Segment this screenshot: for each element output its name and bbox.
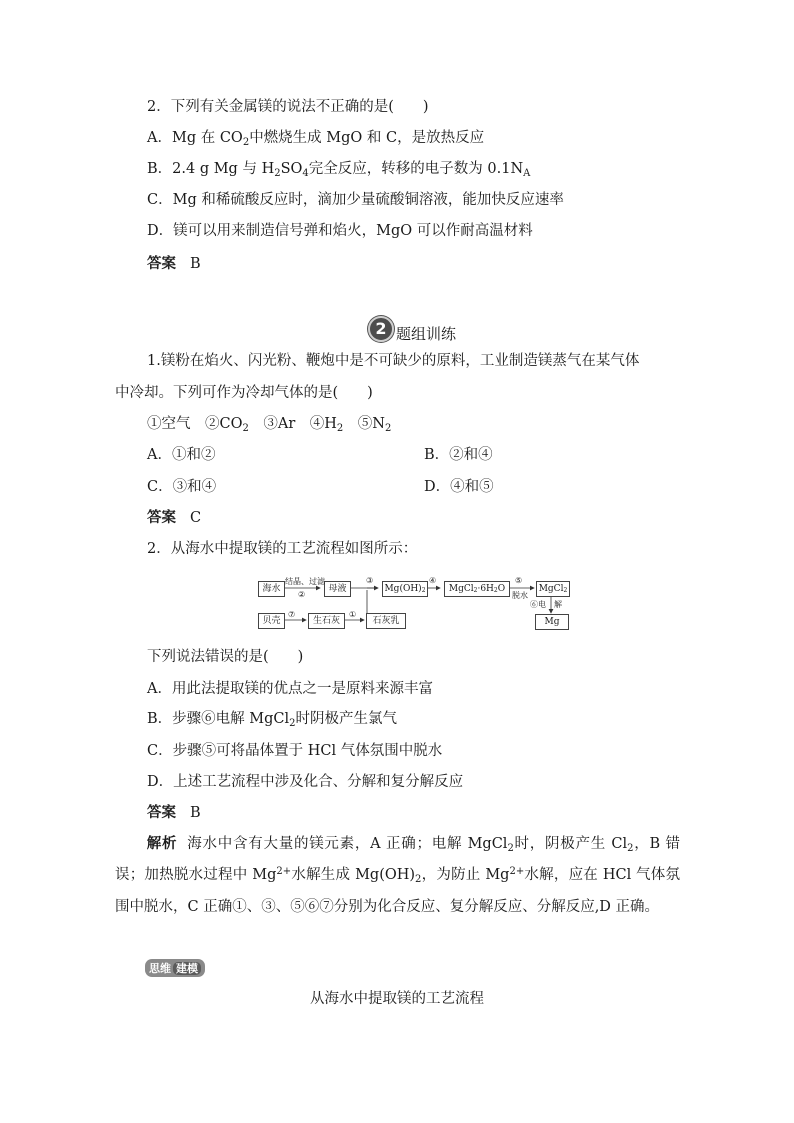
node-quicklime: 生石灰 bbox=[308, 613, 345, 629]
q-prompt: 下列说法错误的是( ) bbox=[147, 649, 304, 665]
answer-tag: 答案 bbox=[147, 256, 176, 272]
q-stem-cont: 中冷却。下列可作为冷却气体的是( ) bbox=[115, 385, 373, 401]
model-title: 从海水中提取镁的工艺流程 bbox=[310, 991, 484, 1007]
option-c: C．③和④ bbox=[147, 479, 217, 495]
option-c: C．步骤⑤可将晶体置于 HCl 气体氛围中脱水 bbox=[147, 743, 443, 759]
node-shell: 贝壳 bbox=[258, 613, 285, 629]
section-number-icon: 2 bbox=[368, 316, 394, 342]
option-d: D．上述工艺流程中涉及化合、分解和复分解反应 bbox=[147, 774, 464, 790]
label-step3: ③ bbox=[366, 576, 374, 585]
answer-tag: 答案 bbox=[147, 805, 176, 821]
section-heading bbox=[368, 313, 456, 344]
explanation: 解析 海水中含有大量的镁元素，A 正确；电解 MgCl$_2$时，阴极产生 $Cl_2$，B 错误；加热脱水过程中 $Mg^{2+}$水解生成 $Mg(OH)_2$，为防止 $Mg^{2+}$水解，应在 HCl 气体氛围中脱水，C 正确①、③、⑤⑥⑦分别为化合反应、复分解反应、分解反应,D 正确。 bbox=[115, 836, 680, 915]
node-mgoh2: $Mg(OH)_2$ bbox=[382, 581, 428, 597]
node-mgcl2: MgCl$_2$ bbox=[536, 581, 570, 597]
node-seawater: 海水 bbox=[258, 581, 285, 597]
option-b: B．②和④ bbox=[424, 447, 493, 463]
q-stem: 2．从海水中提取镁的工艺流程如图所示： bbox=[147, 541, 418, 557]
option-a: A．用此法提取镁的优点之一是原料来源丰富 bbox=[147, 681, 433, 697]
label-step1: ① bbox=[349, 610, 357, 619]
explanation-tag: 解析 bbox=[146, 836, 178, 852]
q-stem: 2．下列有关金属镁的说法不正确的是( ) bbox=[147, 99, 429, 115]
gas-list: ①空气 $②CO_2$ ③Ar $④H_2$ $⑤N_2$ bbox=[147, 416, 392, 434]
node-lime-milk: 石灰乳 bbox=[366, 613, 406, 629]
answer: 答案 B bbox=[147, 805, 201, 821]
flow-diagram bbox=[258, 577, 576, 631]
label-step7: ⑦ bbox=[288, 610, 296, 619]
label-step2: ② bbox=[298, 590, 306, 599]
model-badge: 思维 建模 bbox=[145, 959, 205, 977]
q-stem: 1.镁粉在焰火、闪光粉、鞭炮中是不可缺少的原料，工业制造镁蒸气在某气体 bbox=[147, 353, 640, 369]
node-mgcl2-hydrate: $MgCl_2\cdot 6H_2O$ bbox=[444, 581, 510, 597]
label-step5: ⑤ bbox=[515, 576, 523, 585]
label-crystallize: 结晶、过滤 bbox=[285, 577, 325, 586]
option-a: A．①和② bbox=[147, 447, 216, 463]
option-d: D．镁可以用来制造信号弹和焰火，MgO 可以作耐高温材料 bbox=[147, 223, 533, 239]
label-step6: ⑥电 解 bbox=[530, 600, 562, 609]
node-mother-liquor: 母液 bbox=[324, 581, 351, 597]
option-b: B．步骤⑥电解 MgCl$_2$时阴极产生氯气 bbox=[147, 711, 397, 729]
option-c: C．Mg 和稀硫酸反应时，滴加少量硫酸铜溶液，能加快反应速率 bbox=[147, 192, 564, 208]
option-b: B．2.4 g Mg 与 $H_2SO_4$完全反应，转移的电子数为 $0.1N_A$ bbox=[147, 161, 531, 179]
answer: 答案 C bbox=[147, 510, 202, 526]
label-dehydrate: 脱水 bbox=[512, 591, 528, 600]
answer-tag: 答案 bbox=[147, 510, 176, 526]
label-step4: ④ bbox=[429, 576, 437, 585]
option-d: D．④和⑤ bbox=[424, 479, 494, 495]
answer: 答案 B bbox=[147, 256, 201, 272]
option-a: A．Mg 在 $CO_2$中燃烧生成 MgO 和 C，是放热反应 bbox=[147, 130, 485, 148]
node-mg: Mg bbox=[535, 614, 569, 630]
section-title: 题组训练 bbox=[396, 325, 457, 343]
